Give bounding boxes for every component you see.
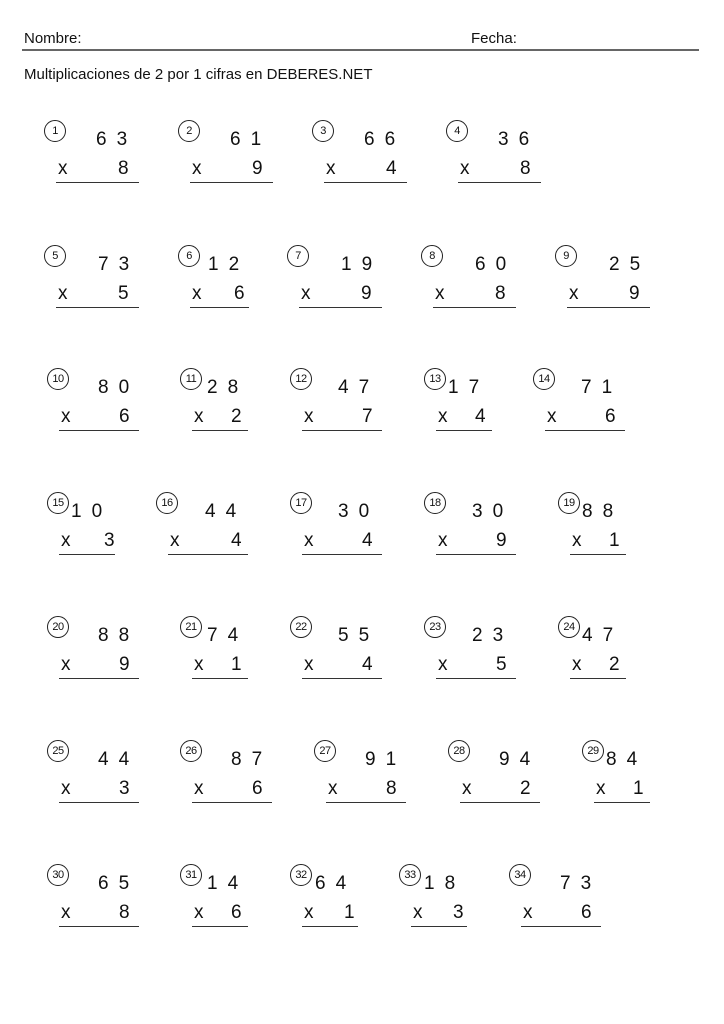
problem-18 [424, 492, 514, 562]
multiplicand: 73 [560, 873, 602, 894]
answer-line [56, 182, 139, 183]
answer-line [302, 430, 382, 431]
problem-31 [180, 864, 270, 934]
multiplier: 2 [609, 654, 620, 675]
answer-line [460, 802, 540, 803]
problem-19 [558, 492, 648, 562]
multiplicand: 47 [582, 625, 624, 646]
multiply-sign: x [438, 654, 448, 675]
answer-line [59, 554, 115, 555]
answer-line [302, 678, 382, 679]
multiply-sign: x [61, 406, 71, 427]
answer-line [168, 554, 248, 555]
multiplicand: 94 [499, 749, 541, 770]
answer-line [59, 926, 139, 927]
multiplicand: 84 [606, 749, 648, 770]
problem-number-badge: 23 [424, 616, 446, 638]
multiplicand: 64 [315, 873, 357, 894]
multiply-sign: x [326, 158, 336, 179]
multiplicand: 19 [341, 254, 383, 275]
multiply-sign: x [413, 902, 423, 923]
multiply-sign: x [438, 530, 448, 551]
multiplicand: 87 [231, 749, 273, 770]
problem-12 [290, 368, 380, 438]
problem-29 [582, 740, 672, 810]
problem-23 [424, 616, 514, 686]
problem-7 [287, 245, 383, 315]
multiply-sign: x [61, 778, 71, 799]
multiplicand: 28 [207, 377, 249, 398]
multiplier: 8 [520, 158, 531, 179]
multiply-sign: x [304, 654, 314, 675]
worksheet-subtitle: Multiplicaciones de 2 por 1 cifras en DEBERES.NET [24, 66, 373, 83]
multiplicand: 80 [98, 377, 140, 398]
answer-line [302, 554, 382, 555]
answer-line [59, 678, 139, 679]
problem-22 [290, 616, 380, 686]
header-rule [22, 49, 699, 51]
multiply-sign: x [301, 283, 311, 304]
multiplicand: 74 [207, 625, 249, 646]
answer-line [299, 307, 382, 308]
multiplier: 3 [119, 778, 130, 799]
multiplicand: 65 [98, 873, 140, 894]
problem-number-badge: 16 [156, 492, 178, 514]
multiply-sign: x [194, 778, 204, 799]
problem-11 [180, 368, 270, 438]
multiply-sign: x [572, 654, 582, 675]
multiply-sign: x [61, 530, 71, 551]
name-label: Nombre: [24, 30, 82, 47]
problem-34 [509, 864, 602, 934]
problem-17 [290, 492, 380, 562]
problem-32 [290, 864, 380, 934]
answer-line [326, 802, 406, 803]
problem-number-badge: 12 [290, 368, 312, 390]
answer-line [436, 678, 516, 679]
multiplier: 6 [605, 406, 616, 427]
multiplier: 5 [118, 283, 129, 304]
multiplicand: 47 [338, 377, 380, 398]
problem-6 [178, 245, 268, 315]
multiplicand: 60 [475, 254, 517, 275]
problem-number-badge: 28 [448, 740, 470, 762]
multiplier: 7 [362, 406, 373, 427]
answer-line [521, 926, 601, 927]
answer-line [436, 554, 516, 555]
answer-line [192, 678, 248, 679]
problem-number-badge: 2 [178, 120, 200, 142]
multiply-sign: x [304, 530, 314, 551]
multiplier: 8 [119, 902, 130, 923]
multiplier: 3 [104, 530, 115, 551]
problem-number-badge: 30 [47, 864, 69, 886]
answer-line [190, 307, 249, 308]
answer-line [436, 430, 492, 431]
multiplicand: 91 [365, 749, 407, 770]
multiplicand: 88 [98, 625, 140, 646]
multiplicand: 12 [208, 254, 250, 275]
problem-number-badge: 19 [558, 492, 580, 514]
answer-line [302, 926, 358, 927]
problem-26 [180, 740, 273, 810]
multiply-sign: x [170, 530, 180, 551]
multiplier: 1 [344, 902, 355, 923]
problem-number-badge: 18 [424, 492, 446, 514]
multiplier: 9 [361, 283, 372, 304]
multiplicand: 73 [98, 254, 140, 275]
problem-27 [314, 740, 407, 810]
multiplicand: 71 [581, 377, 623, 398]
problem-number-badge: 31 [180, 864, 202, 886]
problem-number-badge: 20 [47, 616, 69, 638]
multiplier: 4 [362, 530, 373, 551]
multiplier: 6 [231, 902, 242, 923]
multiplier: 4 [386, 158, 397, 179]
multiplier: 6 [581, 902, 592, 923]
problem-8 [421, 245, 517, 315]
multiplier: 9 [629, 283, 640, 304]
problem-number-badge: 17 [290, 492, 312, 514]
multiply-sign: x [438, 406, 448, 427]
multiply-sign: x [192, 158, 202, 179]
answer-line [192, 430, 248, 431]
multiply-sign: x [462, 778, 472, 799]
problem-number-badge: 25 [47, 740, 69, 762]
problem-number-badge: 11 [180, 368, 202, 390]
problem-5 [44, 245, 140, 315]
multiplicand: 30 [472, 501, 514, 522]
multiply-sign: x [61, 902, 71, 923]
multiply-sign: x [523, 902, 533, 923]
answer-line [324, 182, 407, 183]
multiplier: 9 [119, 654, 130, 675]
multiply-sign: x [58, 283, 68, 304]
answer-line [570, 554, 626, 555]
multiplicand: 30 [338, 501, 380, 522]
problem-number-badge: 24 [558, 616, 580, 638]
problem-number-badge: 22 [290, 616, 312, 638]
multiply-sign: x [569, 283, 579, 304]
multiplier: 4 [362, 654, 373, 675]
answer-line [59, 430, 139, 431]
problem-25 [47, 740, 140, 810]
multiply-sign: x [194, 654, 204, 675]
problem-number-badge: 3 [312, 120, 334, 142]
problem-number-badge: 27 [314, 740, 336, 762]
problem-number-badge: 26 [180, 740, 202, 762]
multiplicand: 61 [230, 129, 272, 150]
problem-number-badge: 34 [509, 864, 531, 886]
problem-14 [533, 368, 623, 438]
multiplicand: 10 [71, 501, 113, 522]
answer-line [56, 307, 139, 308]
multiplier: 4 [231, 530, 242, 551]
multiply-sign: x [435, 283, 445, 304]
answer-line [59, 802, 139, 803]
problem-1 [44, 120, 138, 190]
answer-line [567, 307, 650, 308]
problem-13 [424, 368, 514, 438]
multiplier: 1 [231, 654, 242, 675]
multiplier: 9 [496, 530, 507, 551]
multiplier: 2 [520, 778, 531, 799]
multiplicand: 63 [96, 129, 138, 150]
answer-line [192, 802, 272, 803]
problem-24 [558, 616, 648, 686]
answer-line [190, 182, 273, 183]
multiplicand: 25 [609, 254, 651, 275]
problem-number-badge: 9 [555, 245, 577, 267]
multiplier: 8 [118, 158, 129, 179]
problem-number-badge: 6 [178, 245, 200, 267]
answer-line [433, 307, 516, 308]
multiplicand: 66 [364, 129, 406, 150]
answer-line [192, 926, 248, 927]
problem-number-badge: 14 [533, 368, 555, 390]
multiplier: 5 [496, 654, 507, 675]
problem-number-badge: 21 [180, 616, 202, 638]
multiply-sign: x [328, 778, 338, 799]
multiply-sign: x [596, 778, 606, 799]
multiply-sign: x [304, 902, 314, 923]
multiplicand: 36 [498, 129, 540, 150]
problem-number-badge: 10 [47, 368, 69, 390]
multiply-sign: x [547, 406, 557, 427]
multiplicand: 17 [448, 377, 490, 398]
multiplier: 8 [386, 778, 397, 799]
problem-15 [47, 492, 137, 562]
multiply-sign: x [194, 902, 204, 923]
multiply-sign: x [58, 158, 68, 179]
problem-4 [446, 120, 540, 190]
date-label: Fecha: [471, 30, 517, 47]
problem-number-badge: 8 [421, 245, 443, 267]
multiply-sign: x [192, 283, 202, 304]
multiplier: 1 [609, 530, 620, 551]
multiplicand: 44 [98, 749, 140, 770]
problem-33 [399, 864, 489, 934]
multiplicand: 55 [338, 625, 380, 646]
multiplier: 6 [234, 283, 245, 304]
answer-line [570, 678, 626, 679]
problem-20 [47, 616, 140, 686]
problem-number-badge: 4 [446, 120, 468, 142]
multiply-sign: x [61, 654, 71, 675]
multiplier: 9 [252, 158, 263, 179]
problem-number-badge: 7 [287, 245, 309, 267]
problem-10 [47, 368, 140, 438]
problem-9 [555, 245, 651, 315]
multiplicand: 23 [472, 625, 514, 646]
problem-28 [448, 740, 541, 810]
problem-21 [180, 616, 270, 686]
multiply-sign: x [572, 530, 582, 551]
problem-30 [47, 864, 140, 934]
multiplicand: 18 [424, 873, 466, 894]
problem-2 [178, 120, 272, 190]
multiply-sign: x [304, 406, 314, 427]
problem-16 [156, 492, 246, 562]
problem-number-badge: 13 [424, 368, 446, 390]
problem-number-badge: 33 [399, 864, 421, 886]
answer-line [458, 182, 541, 183]
multiplier: 8 [495, 283, 506, 304]
answer-line [594, 802, 650, 803]
problem-number-badge: 1 [44, 120, 66, 142]
answer-line [545, 430, 625, 431]
multiplier: 4 [475, 406, 486, 427]
problem-number-badge: 15 [47, 492, 69, 514]
problem-number-badge: 32 [290, 864, 312, 886]
multiplier: 6 [252, 778, 263, 799]
multiplier: 3 [453, 902, 464, 923]
multiplier: 1 [633, 778, 644, 799]
problem-number-badge: 5 [44, 245, 66, 267]
multiplicand: 44 [205, 501, 247, 522]
multiplier: 6 [119, 406, 130, 427]
multiplicand: 14 [207, 873, 249, 894]
problem-number-badge: 29 [582, 740, 604, 762]
multiply-sign: x [194, 406, 204, 427]
multiplicand: 88 [582, 501, 624, 522]
problem-3 [312, 120, 406, 190]
multiplier: 2 [231, 406, 242, 427]
multiply-sign: x [460, 158, 470, 179]
answer-line [411, 926, 467, 927]
